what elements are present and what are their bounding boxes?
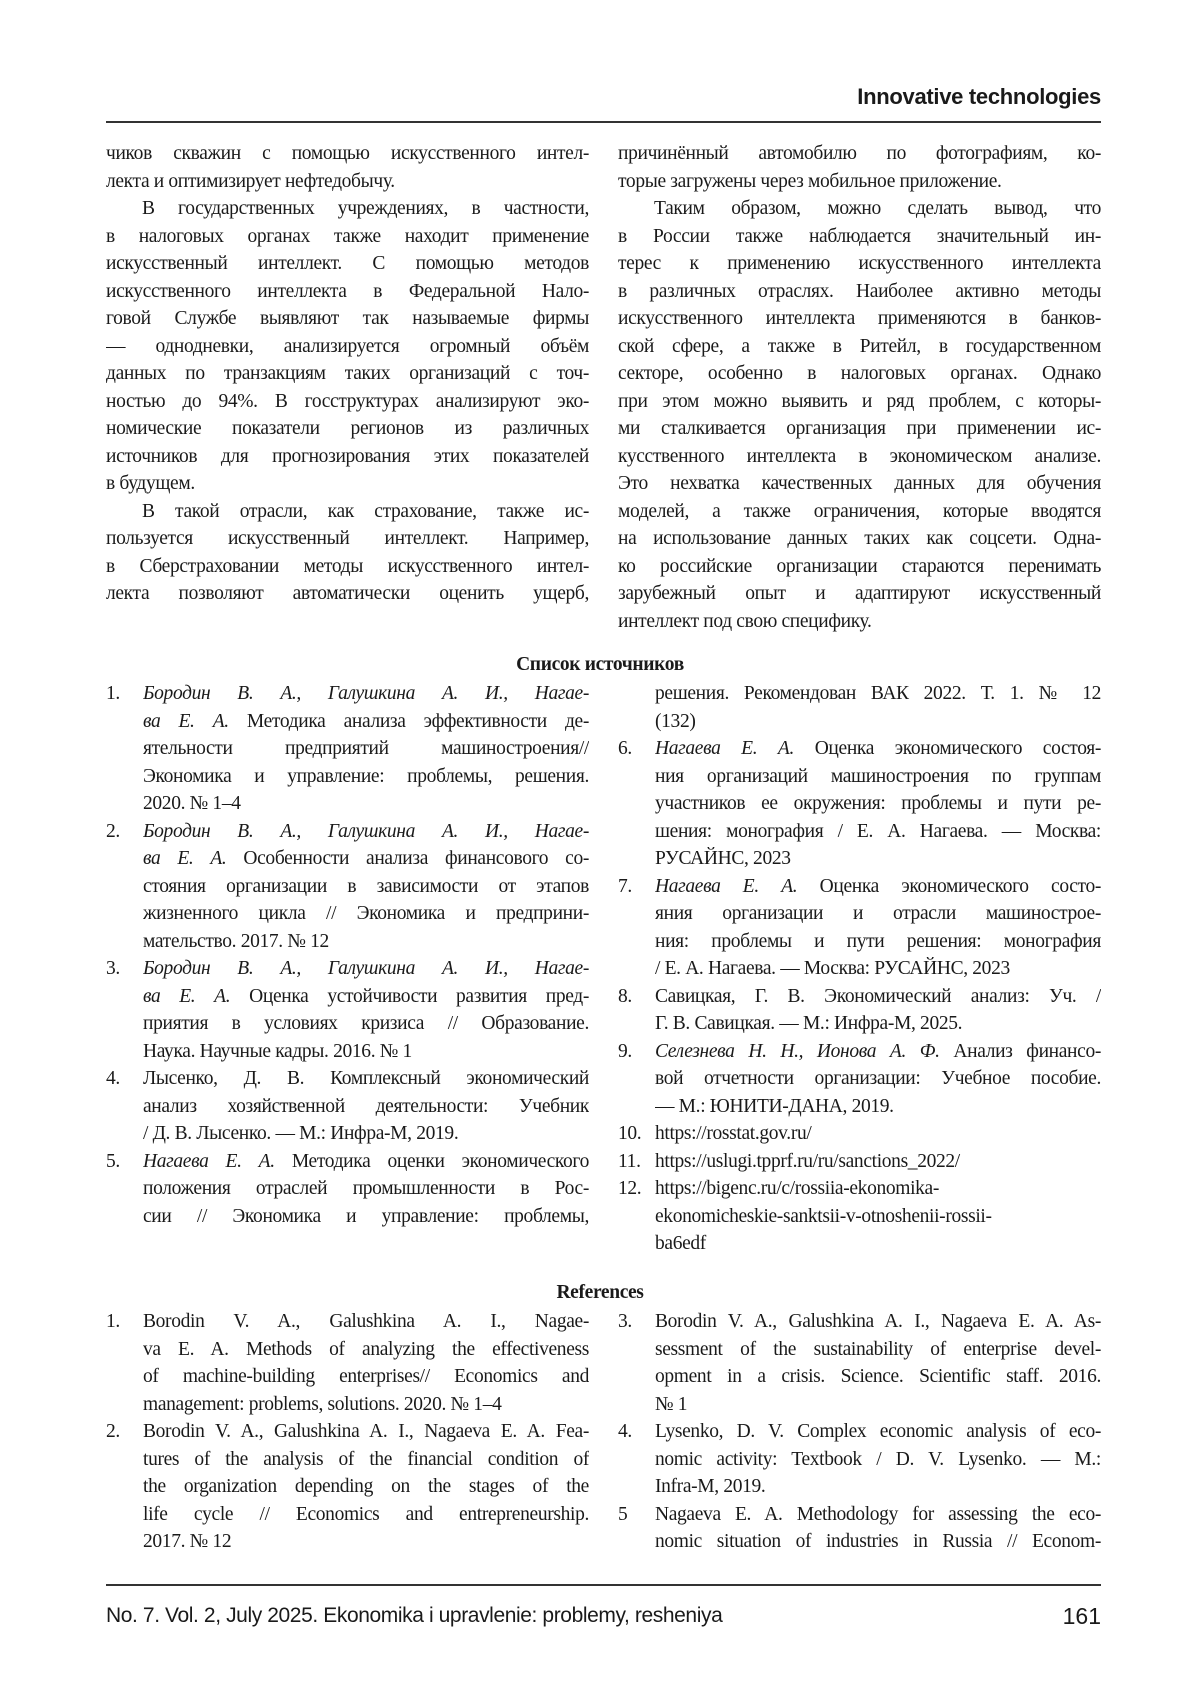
body-right-column	[618, 140, 1101, 635]
reference-number: 4.	[106, 1065, 120, 1093]
text-line: sessment of the sustainability of enterprise devel-	[655, 1336, 1101, 1364]
text-line: Наука. Научные кадры. 2016. № 1	[143, 1038, 589, 1066]
text-segment: Особенности анализа финансового со-	[226, 848, 589, 869]
text-line: данных по транзакциям таких организаций с точ-	[106, 360, 589, 388]
text-line: сии // Экономика и управление: проблемы,	[143, 1203, 589, 1231]
text-line: 2017. № 12	[143, 1528, 589, 1556]
reference-number: 4.	[618, 1418, 632, 1446]
references-heading: References	[0, 1282, 1200, 1304]
text-line: Это нехватка качественных данных для обучения	[618, 470, 1101, 498]
text-line: положения отраслей промышленности в Рос-	[143, 1175, 589, 1203]
text-line: of machine-building enterprises// Economics and	[143, 1363, 589, 1391]
text-line: В государственных учреждениях, в частности,	[106, 195, 589, 223]
text-line: искусственного интеллекта применяются в банков-	[618, 305, 1101, 333]
text-line: / Д. В. Лысенко. — М.: Инфра-М, 2019.	[143, 1120, 589, 1148]
author-name: ва Е. А.	[143, 711, 229, 732]
text-line: ми сталкивается организация при применении ис-	[618, 415, 1101, 443]
paragraph	[106, 140, 589, 195]
text-line: Лысенко, Д. В. Комплексный экономический	[143, 1065, 589, 1093]
text-line: 2020. № 1–4	[143, 790, 589, 818]
author-name: Селезнева Н. Н., Ионова А. Ф.	[655, 1041, 940, 1062]
text-line: Таким образом, можно сделать вывод, что	[618, 195, 1101, 223]
text-line: management: problems, solutions. 2020. № 1–4	[143, 1391, 589, 1419]
reference-item	[618, 1038, 1101, 1121]
reference-item	[618, 1120, 1101, 1148]
text-line: причинённый автомобилю по фотографиям, ко-	[618, 140, 1101, 168]
reference-item	[618, 735, 1101, 873]
text-line	[143, 818, 589, 846]
text-line: в России также наблюдается значительный ин-	[618, 223, 1101, 251]
reference-number: 7.	[618, 873, 632, 901]
text-line: в Сберстраховании методы искусственного интел-	[106, 553, 589, 581]
text-line: моделей, а также ограничения, которые вводятся	[618, 498, 1101, 526]
text-line: в будущем.	[106, 470, 589, 498]
text-line: https://bigenc.ru/c/rossiia-ekonomika-	[655, 1175, 1101, 1203]
reference-number: 3.	[106, 955, 120, 983]
reference-item	[618, 680, 1101, 735]
text-segment: Методика оценки экономического	[275, 1151, 589, 1172]
text-line: В такой отрасли, как страхование, также ис-	[106, 498, 589, 526]
text-line	[655, 1038, 1101, 1066]
author-name: ва Е. А.	[143, 986, 230, 1007]
text-line: — однодневки, анализируется огромный объём	[106, 333, 589, 361]
text-line: РУСАЙНС, 2023	[655, 845, 1101, 873]
references-left-list	[106, 1308, 589, 1556]
text-line: https://rosstat.gov.ru/	[655, 1120, 1101, 1148]
text-line: чиков скважин с помощью искусственного интел-	[106, 140, 589, 168]
reference-number: 5.	[106, 1148, 120, 1176]
reference-number: 8.	[618, 983, 632, 1011]
reference-item	[106, 1065, 589, 1148]
text-line: opment in a crisis. Science. Scientific staff. 2016.	[655, 1363, 1101, 1391]
text-line: life cycle // Economics and entrepreneurship.	[143, 1501, 589, 1529]
text-line: ekonomicheskie-sanktsii-v-otnoshenii-rossii-	[655, 1203, 1101, 1231]
text-line: (132)	[655, 708, 1101, 736]
text-line: the organization depending on the stages of the	[143, 1473, 589, 1501]
text-line: Infra-M, 2019.	[655, 1473, 1101, 1501]
text-line: Borodin V. A., Galushkina A. I., Nagaeva E. A. As-	[655, 1308, 1101, 1336]
text-line: участников ее окружения: проблемы и пути ре-	[655, 790, 1101, 818]
text-line: лекта и оптимизирует нефтедобычу.	[106, 168, 589, 196]
paragraph	[618, 195, 1101, 635]
text-line: шения: монография / Е. А. Нагаева. — Москва:	[655, 818, 1101, 846]
text-line: искусственный интеллект. С помощью методов	[106, 250, 589, 278]
text-line: решения. Рекомендован ВАК 2022. Т. 1. № 12	[655, 680, 1101, 708]
footer-journal-info: No. 7. Vol. 2, July 2025. Ekonomika i upravlenie: problemy, resheniya	[106, 1604, 722, 1628]
reference-number: 2.	[106, 1418, 120, 1446]
text-line: Экономика и управление: проблемы, решения.	[143, 763, 589, 791]
author-name: Бородин В. А., Галушкина А. И., Нагае-	[143, 958, 589, 979]
reference-number: 10.	[618, 1120, 641, 1148]
reference-item	[618, 1175, 1101, 1258]
text-line: интеллект под свою специфику.	[618, 608, 1101, 636]
text-line: кусственного интеллекта в экономическом анализе.	[618, 443, 1101, 471]
reference-item	[106, 955, 589, 1065]
author-name: Бородин В. А., Галушкина А. И., Нагае-	[143, 821, 589, 842]
reference-item	[618, 1418, 1101, 1501]
text-segment: Анализ финансо-	[940, 1041, 1101, 1062]
text-line: анализ хозяйственной деятельности: Учебник	[143, 1093, 589, 1121]
text-line: в различных отраслях. Наиболее активно методы	[618, 278, 1101, 306]
page-number: 161	[1063, 1603, 1101, 1630]
text-line: говой Службе выявляют так называемые фирмы	[106, 305, 589, 333]
text-line: tures of the analysis of the financial condition of	[143, 1446, 589, 1474]
text-line: на использование данных таких как соцсети. Одна-	[618, 525, 1101, 553]
reference-item	[106, 680, 589, 818]
text-line: ко российские организации стараются перенимать	[618, 553, 1101, 581]
author-name: Нагаева Е. А.	[655, 738, 794, 759]
text-line: пользуется искусственный интеллект. Например,	[106, 525, 589, 553]
paragraph	[106, 498, 589, 608]
text-line: ния организаций машиностроения по группам	[655, 763, 1101, 791]
text-line: ba6edf	[655, 1230, 1101, 1258]
text-line: стояния организации в зависимости от этапов	[143, 873, 589, 901]
reference-item	[106, 1148, 589, 1231]
reference-item	[106, 1308, 589, 1418]
text-line: Г. В. Савицкая. — М.: Инфра-М, 2025.	[655, 1010, 1101, 1038]
text-line: — М.: ЮНИТИ-ДАНА, 2019.	[655, 1093, 1101, 1121]
text-line: / Е. А. Нагаева. — Москва: РУСАЙНС, 2023	[655, 955, 1101, 983]
text-line: Nagaeva E. A. Methodology for assessing the eco-	[655, 1501, 1101, 1529]
text-line: приятия в условиях кризиса // Образование.	[143, 1010, 589, 1038]
text-line: лекта позволяют автоматически оценить ущерб,	[106, 580, 589, 608]
text-line: искусственного интеллекта в Федеральной Нало-	[106, 278, 589, 306]
reference-item	[618, 1148, 1101, 1176]
reference-number: 1.	[106, 1308, 120, 1336]
text-line: зарубежный опыт и адаптируют искусственный	[618, 580, 1101, 608]
reference-number: 6.	[618, 735, 632, 763]
text-line: Савицкая, Г. В. Экономический анализ: Уч. /	[655, 983, 1101, 1011]
text-line: nomic activity: Textbook / D. V. Lysenko. — M.:	[655, 1446, 1101, 1474]
text-line	[143, 955, 589, 983]
text-segment: Оценка устойчивости развития пред-	[230, 986, 589, 1007]
text-line: торые загружены через мобильное приложение.	[618, 168, 1101, 196]
references-right-list	[618, 1308, 1101, 1556]
text-line	[143, 708, 589, 736]
sources-right-list	[618, 680, 1101, 1258]
author-name: Нагаева Е. А.	[143, 1151, 275, 1172]
text-line: https://uslugi.tpprf.ru/ru/sanctions_2022/	[655, 1148, 1101, 1176]
text-line	[143, 845, 589, 873]
reference-item	[106, 1418, 589, 1556]
running-header: Innovative technologies	[857, 84, 1101, 110]
reference-number: 9.	[618, 1038, 632, 1066]
text-line	[143, 1148, 589, 1176]
reference-item	[618, 1501, 1101, 1556]
text-line: секторе, особенно в налоговых органах. Однако	[618, 360, 1101, 388]
reference-number: 12.	[618, 1175, 641, 1203]
text-line	[655, 735, 1101, 763]
text-line	[143, 983, 589, 1011]
reference-item	[618, 1308, 1101, 1418]
text-segment: Оценка экономического состоя-	[794, 738, 1101, 759]
footer-rule	[106, 1584, 1101, 1586]
author-name: Нагаева Е. А.	[655, 876, 797, 897]
sources-heading: Список источников	[0, 654, 1200, 676]
text-line: Borodin V. A., Galushkina A. I., Nagaeva E. A. Fea-	[143, 1418, 589, 1446]
reference-item	[618, 983, 1101, 1038]
text-line: номические показатели регионов из различных	[106, 415, 589, 443]
paragraph	[106, 195, 589, 498]
body-left-column	[106, 140, 589, 608]
text-line: терес к применению искусственного интеллекта	[618, 250, 1101, 278]
reference-number: 2.	[106, 818, 120, 846]
text-line: ятельности предприятий машиностроения//	[143, 735, 589, 763]
reference-number: 11.	[618, 1148, 641, 1176]
text-segment: Методика анализа эффективности де-	[229, 711, 589, 732]
text-line: в налоговых органах также находит применение	[106, 223, 589, 251]
text-line: вой отчетности организации: Учебное пособие.	[655, 1065, 1101, 1093]
reference-item	[618, 873, 1101, 983]
reference-number: 1.	[106, 680, 120, 708]
text-line: ской сфере, а также в Ритейл, в государственном	[618, 333, 1101, 361]
text-line: Lysenko, D. V. Complex economic analysis of eco-	[655, 1418, 1101, 1446]
text-line: nomic situation of industries in Russia // Econom-	[655, 1528, 1101, 1556]
text-line: жизненного цикла // Экономика и предприни-	[143, 900, 589, 928]
sources-left-list	[106, 680, 589, 1230]
author-name: ва Е. А.	[143, 848, 226, 869]
author-name: Бородин В. А., Галушкина А. И., Нагае-	[143, 683, 589, 704]
text-line: Borodin V. A., Galushkina A. I., Nagae-	[143, 1308, 589, 1336]
text-line: мательство. 2017. № 12	[143, 928, 589, 956]
text-line: ностью до 94%. В госструктурах анализируют эко-	[106, 388, 589, 416]
text-segment: Оценка экономического состо-	[797, 876, 1101, 897]
reference-number: 5	[618, 1501, 627, 1529]
text-line: № 1	[655, 1391, 1101, 1419]
text-line: ния: проблемы и пути решения: монография	[655, 928, 1101, 956]
text-line: источников для прогнозирования этих показателей	[106, 443, 589, 471]
text-line	[143, 680, 589, 708]
text-line	[655, 873, 1101, 901]
text-line: va E. A. Methods of analyzing the effectiveness	[143, 1336, 589, 1364]
text-line: при этом можно выявить и ряд проблем, с которы-	[618, 388, 1101, 416]
reference-number: 3.	[618, 1308, 632, 1336]
reference-item	[106, 818, 589, 956]
header-rule	[106, 121, 1101, 123]
text-line: яния организации и отрасли машинострое-	[655, 900, 1101, 928]
paragraph	[618, 140, 1101, 195]
